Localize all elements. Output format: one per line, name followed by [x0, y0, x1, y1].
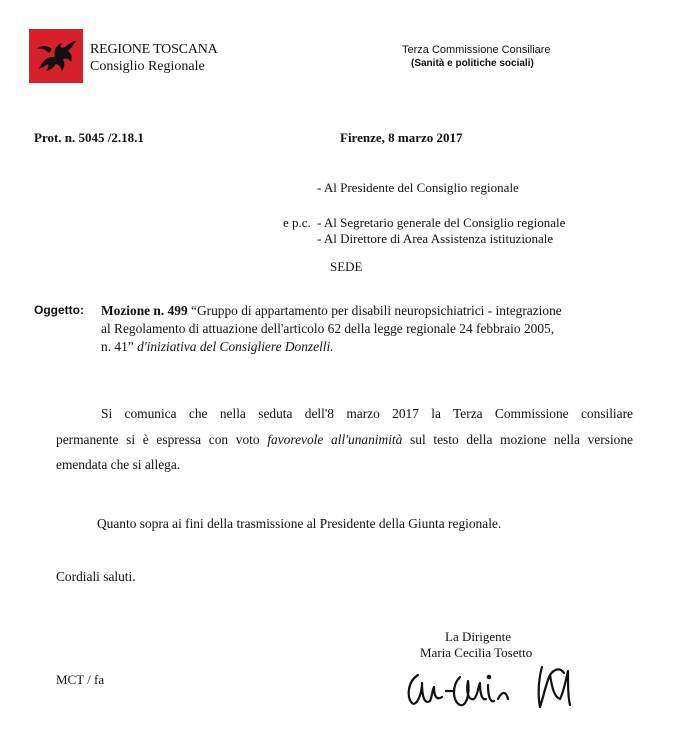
body-paragraph-2: Quanto sopra ai fini della trasmissione al Presidente della Giunta regionale. [97, 516, 502, 531]
commission-name: Terza Commissione Consiliare [402, 44, 551, 56]
cc-label: e p.c. [283, 215, 311, 230]
subject-law-number: n. 41” [101, 339, 138, 354]
body-paragraph-1-line-2: permanente si è espressa con voto favorevole all'unanimità sul testo della mozione nella versione [56, 432, 633, 447]
commission-subtitle: (Sanità e politiche sociali) [411, 58, 534, 69]
org-name: REGIONE TOSCANA [90, 42, 218, 57]
signatory-title: La Dirigente [445, 629, 512, 644]
recipient-cc-1: - Al Segretario generale del Consiglio regionale [317, 215, 566, 230]
vote-result: favorevole all'unanimità [267, 432, 403, 447]
subject-initiative: d'iniziativa del Consigliere Donzelli. [137, 339, 334, 354]
pegasus-logo-icon [29, 29, 83, 83]
subject-line-1 [101, 303, 562, 319]
protocol-number: Prot. n. 5045 /2.18.1 [34, 130, 144, 145]
letter-date: Firenze, 8 marzo 2017 [340, 130, 463, 145]
subject-line-2: al Regolamento di attuazione dell'articolo 62 della legge regionale 24 febbraio 2005, [101, 321, 555, 336]
regione-toscana-logo [29, 29, 83, 83]
subject-motion-number: Mozione n. 499 [101, 303, 188, 318]
body-paragraph-1-line-3: emendata che si allega. [56, 457, 181, 472]
org-subtitle: Consiglio Regionale [90, 59, 205, 74]
subject-line-3 [101, 339, 334, 355]
signatory-name: Maria Cecilia Tosetto [420, 645, 533, 660]
handwritten-signature [400, 655, 590, 715]
subject-label: Oggetto: [34, 303, 84, 317]
recipient-cc-2: - Al Direttore di Area Assistenza istituzionale [317, 231, 554, 246]
recipient-location: SEDE [330, 259, 363, 274]
subject-title-start: “Gruppo di appartamento per disabili neuropsichiatrici - integrazione [187, 303, 562, 318]
recipient-primary: - Al Presidente del Consiglio regionale [317, 180, 519, 195]
author-initials: MCT / fa [56, 672, 105, 687]
body-paragraph-1-line-1: Si comunica che nella seduta dell'8 marzo 2017 la Terza Commissione consiliare [101, 406, 633, 421]
closing-greeting: Cordiali saluti. [56, 569, 136, 584]
